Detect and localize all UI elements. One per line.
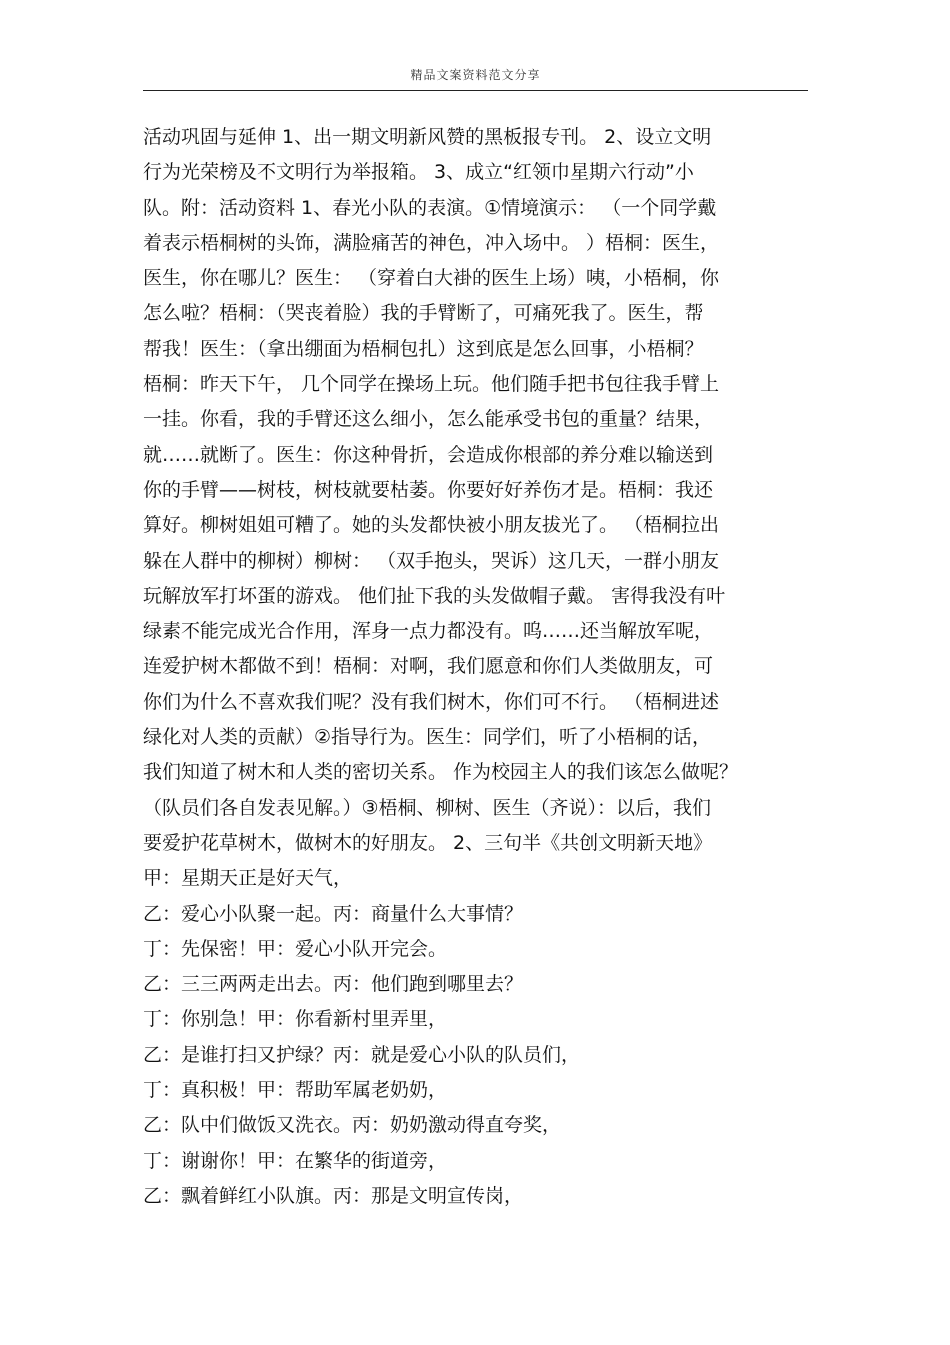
- text-line: 医生，你在哪儿？医生： （穿着白大褂的医生上场）咦，小梧桐，你: [143, 267, 720, 290]
- text-line: 丁：先保密！甲：爱心小队开完会。: [143, 937, 448, 960]
- text-line: 算好。柳树姐姐可糟了。她的头发都快被小朋友拔光了。 （梧桐拉出: [143, 514, 720, 537]
- text-line: 就……就断了。医生：你这种骨折，会造成你根部的养分难以输送到: [143, 443, 714, 466]
- text-line: 丁：真积极！甲：帮助军属老奶奶，: [143, 1079, 448, 1102]
- text-line: 着表示梧桐树的头饰，满脸痛苦的神色，冲入场中。 ）梧桐：医生，: [143, 231, 720, 254]
- text-line: 绿化对人类的贡献）②指导行为。医生：同学们，听了小梧桐的话，: [143, 726, 712, 749]
- text-line: 要爱护花草树木，做树木的好朋友。 2、三句半《共创文明新天地》: [143, 831, 713, 854]
- text-line: 你的手臂——树枝，树枝就要枯萎。你要好好养伤才是。梧桐：我还: [143, 478, 714, 501]
- text-line: 乙：三三两两走出去。丙：他们跑到哪里去？: [143, 973, 524, 996]
- text-line: 梧桐：昨天下午， 几个同学在操场上玩。他们随手把书包往我手臂上: [143, 373, 720, 396]
- text-line: 帮我！医生：（拿出绷面为梧桐包扎）这到底是怎么回事，小梧桐？: [143, 337, 704, 360]
- text-line: 绿素不能完成光合作用，浑身一点力都没有。呜……还当解放军呢，: [143, 620, 714, 643]
- text-line: 乙：爱心小队聚一起。丙：商量什么大事情？: [143, 902, 524, 925]
- text-line: 怎么啦？梧桐：（哭丧着脸）我的手臂断了，可痛死我了。医生，帮: [143, 302, 704, 325]
- text-line: 连爱护树木都做不到！梧桐：对啊，我们愿意和你们人类做朋友，可: [143, 655, 714, 678]
- text-line: （队员们各自发表见解。）③梧桐、柳树、医生（齐说）：以后，我们: [143, 796, 712, 819]
- text-line: 躲在人群中的柳树）柳树： （双手抱头，哭诉）这几天，一群小朋友: [143, 549, 720, 572]
- text-line: 甲：星期天正是好天气，: [143, 867, 353, 890]
- page-header: 精品文案资料范文分享: [410, 68, 541, 82]
- text-line: 你们为什么不喜欢我们呢？没有我们树木，你们可不行。 （梧桐进述: [143, 690, 720, 713]
- text-line: 我们知道了树木和人类的密切关系。 作为校园主人的我们该怎么做呢？: [143, 761, 739, 784]
- text-line: 乙：队中们做饭又洗衣。丙：奶奶激动得直夸奖，: [143, 1114, 562, 1137]
- text-line: 乙：飘着鲜红小队旗。丙：那是文明宣传岗，: [143, 1184, 524, 1207]
- text-line: 丁：谢谢你！甲：在繁华的街道旁，: [143, 1149, 448, 1172]
- text-line: 玩解放军打坏蛋的游戏。 他们扯下我的头发做帽子戴。 害得我没有叶: [143, 584, 726, 607]
- body-text: [143, 120, 808, 1214]
- header-divider: [143, 90, 808, 91]
- text-line: 乙：是谁打扫又护绿？丙：就是爱心小队的队员们，: [143, 1043, 581, 1066]
- text-line: 一挂。你看，我的手臂还这么细小，怎么能承受书包的重量？结果，: [143, 408, 714, 431]
- text-line: 丁：你别急！甲：你看新村里弄里，: [143, 1008, 448, 1031]
- text-line: 行为光荣榜及不文明行为举报箱。 3、成立“红领巾星期六行动”小: [143, 161, 694, 184]
- text-line: 队。附：活动资料 1、春光小队的表演。①情境演示： （一个同学戴: [143, 196, 717, 219]
- text-line: 活动巩固与延伸 1、出一期文明新风赞的黑板报专刊。 2、设立文明: [143, 126, 712, 148]
